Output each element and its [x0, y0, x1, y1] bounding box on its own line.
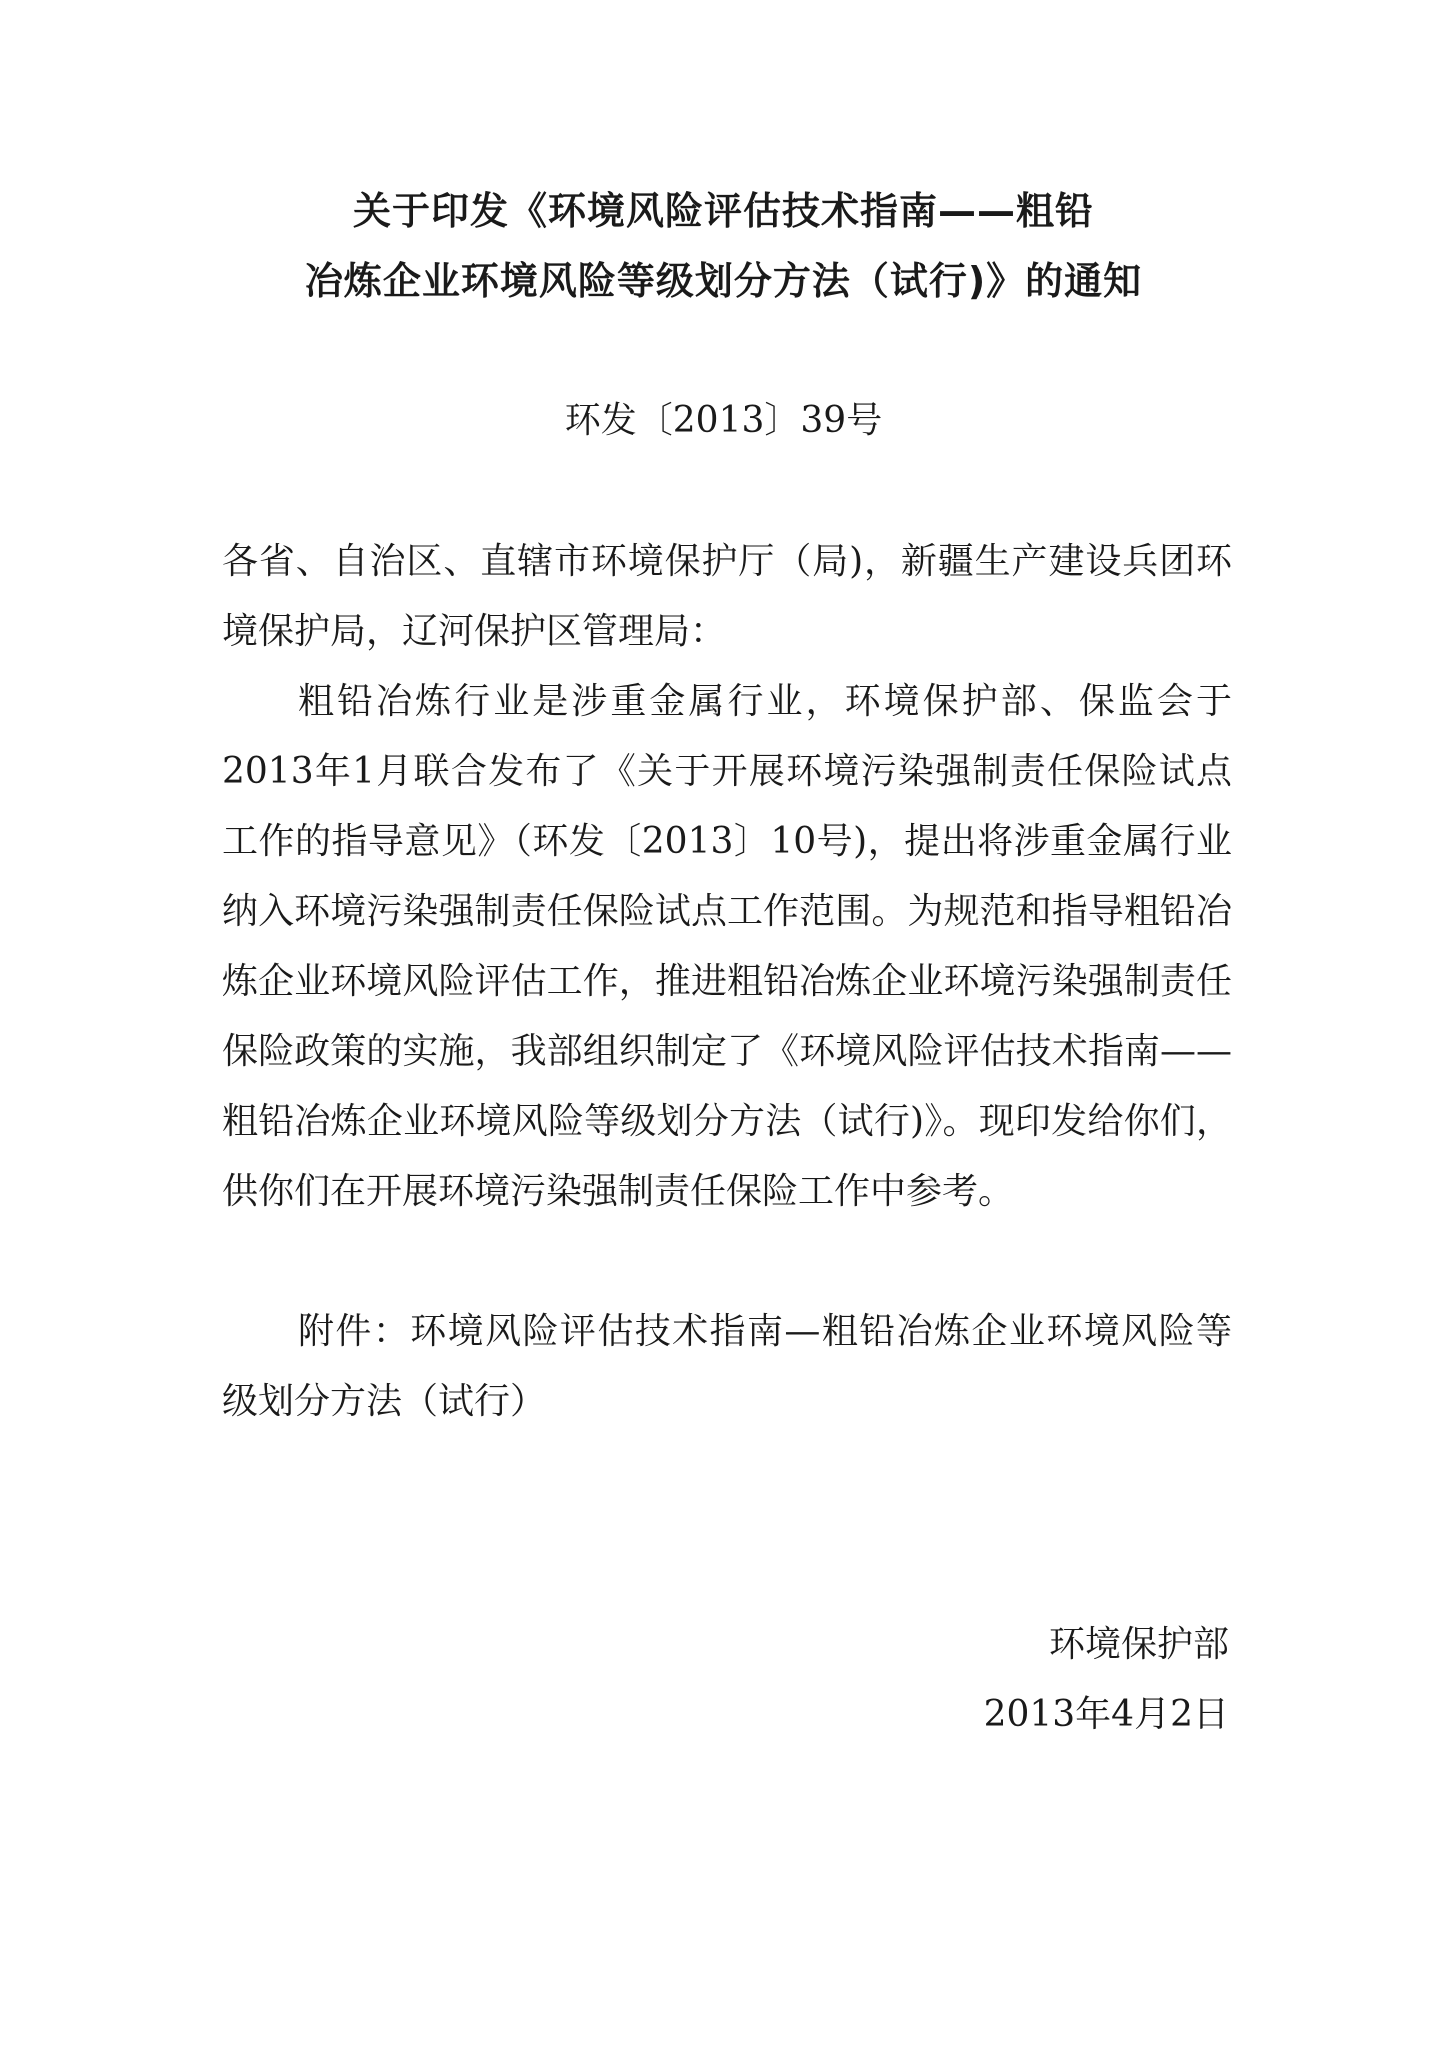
document-title-line-2: 冶炼企业环境风险等级划分方法（试行)》的通知	[304, 259, 1143, 303]
issuing-organization: 环境保护部	[1048, 1624, 1229, 1665]
attachment-note: 附件：环境风险评估技术指南—粗铅冶炼企业环境风险等级划分方法（试行）	[222, 1311, 1232, 1422]
salutation: 各省、自治区、直辖市环境保护厅（局)，新疆生产建设兵团环境保护局，辽河保护区管理局：	[222, 541, 1232, 652]
document-number: 环发〔2013〕39号	[564, 400, 883, 441]
issue-date: 2013年4月2日	[983, 1694, 1229, 1735]
body-paragraph: 粗铅冶炼行业是涉重金属行业，环境保护部、保监会于2013年1月联合发布了《关于开展环境污染强制责任保险试点工作的指导意见》（环发〔2013〕10号)，提出将涉重金属行业纳入环境污染强制责任保险试点工作范围。为规范和指导粗铅冶炼企业环境风险评估工作，推进粗铅冶炼企业环境污染强制责任保险政策的实施，我部组织制定了《环境风险评估技术指南——粗铅冶炼企业环境风险等级划分方法（试行)》。现印发给你们，供你们在开展环境污染强制责任保险工作中参考。	[222, 681, 1232, 1212]
document-title-line-1: 关于印发《环境风险评估技术指南——粗铅	[352, 189, 1094, 233]
